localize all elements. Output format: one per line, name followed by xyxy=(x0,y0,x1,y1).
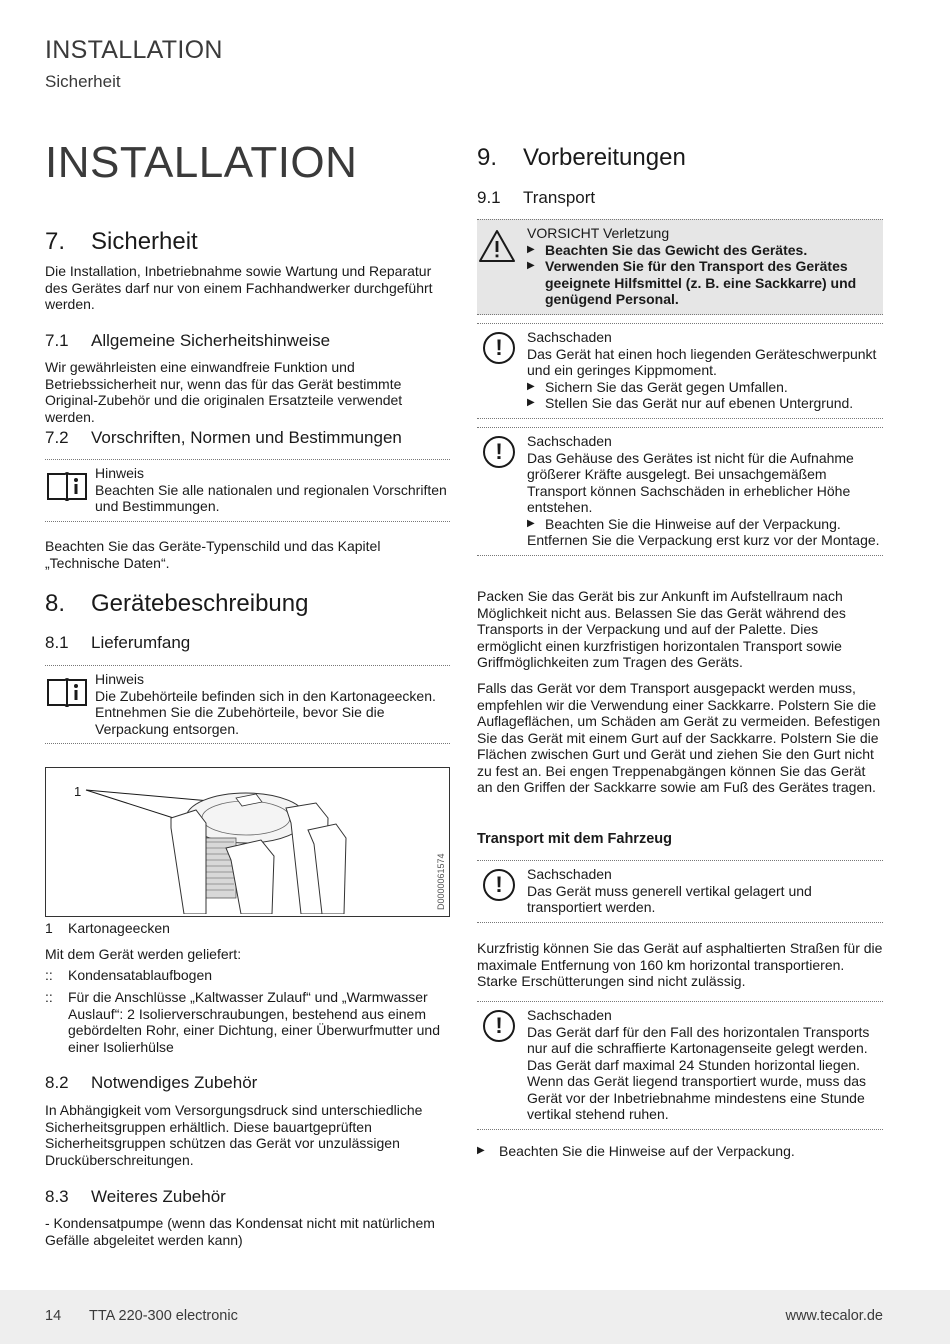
book-info-icon xyxy=(45,465,95,515)
section-8-2-heading: 8.2 Notwendiges Zubehör xyxy=(45,1073,258,1092)
hint-box-accessories xyxy=(45,665,450,744)
triangle-right-icon: ▶ xyxy=(527,397,535,408)
hint-text: Die Zubehörteile befinden sich in den Kartonageecken. Entnehmen Sie die Zubehörteile, bevor Sie die Verpackung entsorgen. xyxy=(95,687,436,737)
exclamation-circle-icon: ! xyxy=(483,332,515,364)
hint-title: Hinweis xyxy=(95,465,145,481)
damage-text: Das Gerät hat einen hoch liegenden Geräteschwerpunkt und ein geringes Kippmoment. xyxy=(527,345,877,378)
section-9-1-heading: 9.1 Transport xyxy=(477,188,596,207)
caution-bullet: ▶ Verwenden Sie für den Transport des Gerätes geeignete Hilfsmittel (z. B. eine Sackkarre) und genügend Personal. xyxy=(527,258,857,307)
website-link[interactable]: www.tecalor.de xyxy=(785,1308,883,1324)
caution-box xyxy=(477,219,883,315)
triangle-right-icon: ▶ xyxy=(527,260,535,271)
damage-after-text: Entfernen Sie die Verpackung erst kurz vor der Montage. xyxy=(527,532,880,548)
exclamation-circle-icon: ! xyxy=(483,869,515,901)
triangle-right-icon: ▶ xyxy=(527,243,535,255)
figure-caption: 1 Kartonageecken xyxy=(45,920,170,936)
section-9-heading: 9. Vorbereitungen xyxy=(477,144,686,171)
damage-box-horizontal xyxy=(477,1001,883,1130)
page-title: INSTALLATION xyxy=(45,138,358,187)
section-7-1-heading: 7.1 Allgemeine Sicherheitshinweise xyxy=(45,331,331,350)
section-8-3-text: - Kondensatpumpe (wenn das Kondensat nicht mit natürlichem Gefälle abgeleitet werden kann) xyxy=(45,1215,435,1248)
damage-box-tipping xyxy=(477,323,883,419)
triangle-right-icon: ▶ xyxy=(527,380,535,392)
caution-bullet: ▶ Beachten Sie das Gewicht des Gerätes. xyxy=(527,241,808,258)
transport-paragraph-2: Falls das Gerät vor dem Transport ausgepackt werden muss, empfehlen wir die Verwendung einer Sackkarre. Polstern Sie die Auflageflächen, um Schäden am Gerät zu vermeiden. Befestigen Sie das Gerät mit einem Gurt auf der Sackkarre. Polstern Sie die Flächen zwischen Gurt und Gerät und ziehen Sie den Gurt nicht zu fest an. Bei engen Treppenabgängen können Sie das Gerät an den Griffen der Sackkarre sowie am Fuß des Gerätes tragen. xyxy=(477,680,881,795)
exclamation-circle-icon: ! xyxy=(483,1010,515,1042)
hint-title: Hinweis xyxy=(95,671,145,687)
damage-text: Das Gehäuse des Gerätes ist nicht für die Aufnahme größerer Kräfte ausgelegt. Bei unsachgemäßem Transport können Sachschäden in erheblicher Höhe entstehen. xyxy=(527,449,854,515)
damage-box-housing xyxy=(477,427,883,556)
hint-text: Beachten Sie alle nationalen und regionalen Vorschriften und Bestimmungen. xyxy=(95,481,447,514)
section-8-1-heading: 8.1 Lieferumfang xyxy=(45,633,191,652)
transport-paragraph-3: Kurzfristig können Sie das Gerät auf asphaltierten Straßen für die maximale Entfernung von 160 km horizontal transportieren. Starke Erschütterungen sind nicht zulässig. xyxy=(477,940,883,989)
hint-box-regulations xyxy=(45,459,450,522)
figure-kartonageecken xyxy=(45,767,450,917)
damage-bullet: ▶ Sichern Sie das Gerät gegen Umfallen. xyxy=(527,378,788,395)
damage-text: Das Gerät darf für den Fall des horizontalen Transports nur auf die schraffierte Kartonagenseite gelegt werden. Das Gerät darf maximal 24 Stunden horizontal liegen. Wenn das Gerät liegend transportiert wurde, muss das Gerät vor der Inbetriebnahme mindestens eine Stunde vertikal stehend ruhen. xyxy=(527,1023,870,1122)
list-item: :: Für die Anschlüsse „Kaltwasser Zulauf“ und „Warmwasser Auslauf“: 2 Isolierverschraubungen, bestehend aus einem gebördelten Rohr, einer Dichtung, einer Überwurfmutter und einer Isolierhülse xyxy=(45,989,440,1055)
exclamation-circle-icon: ! xyxy=(483,436,515,468)
figure-code: D0000061574 xyxy=(436,853,446,910)
book-info-icon xyxy=(45,671,95,737)
header-subtitle: Sicherheit xyxy=(45,72,121,91)
damage-text: Das Gerät muss generell vertikal gelagert und transportiert werden. xyxy=(527,882,812,915)
section-7-2-heading: 7.2 Vorschriften, Normen und Bestimmungen xyxy=(45,428,402,447)
section-7-text: Die Installation, Inbetriebnahme sowie Wartung und Reparatur des Gerätes darf nur von einem Fachhandwerker durchgeführt werden. xyxy=(45,263,433,312)
vehicle-transport-heading: Transport mit dem Fahrzeug xyxy=(477,831,672,847)
damage-title: Sachschaden xyxy=(527,866,612,882)
page-number: 14 xyxy=(45,1308,62,1324)
page-footer xyxy=(0,1290,950,1344)
model-name: TTA 220-300 electronic xyxy=(89,1308,238,1324)
warning-triangle-icon xyxy=(477,225,527,308)
damage-bullet: ▶ Beachten Sie die Hinweise auf der Verpackung. xyxy=(527,515,841,532)
section-8-3-heading: 8.3 Weiteres Zubehör xyxy=(45,1187,226,1206)
list-item: :: Kondensatablaufbogen xyxy=(45,967,213,983)
section-8-2-text: In Abhängigkeit vom Versorgungsdruck sind unterschiedliche Sicherheitsgruppen erhältlich. Diese bauartgeprüften Sicherheitsgruppen schützen das Gerät vor unzulässigen Drucküberschreitungen. xyxy=(45,1102,423,1168)
damage-title: Sachschaden xyxy=(527,329,612,345)
triangle-right-icon: ▶ xyxy=(477,1145,485,1156)
final-instruction: ▶ Beachten Sie die Hinweise auf der Verpackung. xyxy=(477,1143,795,1159)
header-title: INSTALLATION xyxy=(45,36,223,64)
section-7-heading: 7. Sicherheit xyxy=(45,228,198,255)
damage-title: Sachschaden xyxy=(527,433,612,449)
section-7-1-text: Wir gewährleisten eine einwandfreie Funktion und Betriebssicherheit nur, wenn das für das Gerät bestimmte Original-Zubehör und die originalen Ersatzteile verwendet werden. xyxy=(45,359,403,425)
figure-callout: 1 xyxy=(74,784,82,799)
caution-title: VORSICHT Verletzung xyxy=(527,225,670,241)
damage-title: Sachschaden xyxy=(527,1007,612,1023)
typeplate-text: Beachten Sie das Geräte-Typenschild und das Kapitel „Technische Daten“. xyxy=(45,538,381,571)
boiler-packaging-illustration xyxy=(46,768,449,914)
triangle-right-icon: ▶ xyxy=(527,517,535,529)
delivered-intro: Mit dem Gerät werden geliefert: xyxy=(45,946,242,962)
transport-paragraph-1: Packen Sie das Gerät bis zur Ankunft im Aufstellraum nach Möglichkeit nicht aus. Belassen Sie das Gerät während des Transports in der Verpackung und auf der Palette. Dies ermöglicht einen kurzfristigen horizontalen Transport sowie Griffmöglichkeiten zum Tragen des Geräts. xyxy=(477,588,846,670)
damage-box-vertical xyxy=(477,860,883,923)
damage-bullet: ▶ Stellen Sie das Gerät nur auf ebenen Untergrund. xyxy=(527,395,854,411)
section-8-heading: 8. Gerätebeschreibung xyxy=(45,590,309,617)
